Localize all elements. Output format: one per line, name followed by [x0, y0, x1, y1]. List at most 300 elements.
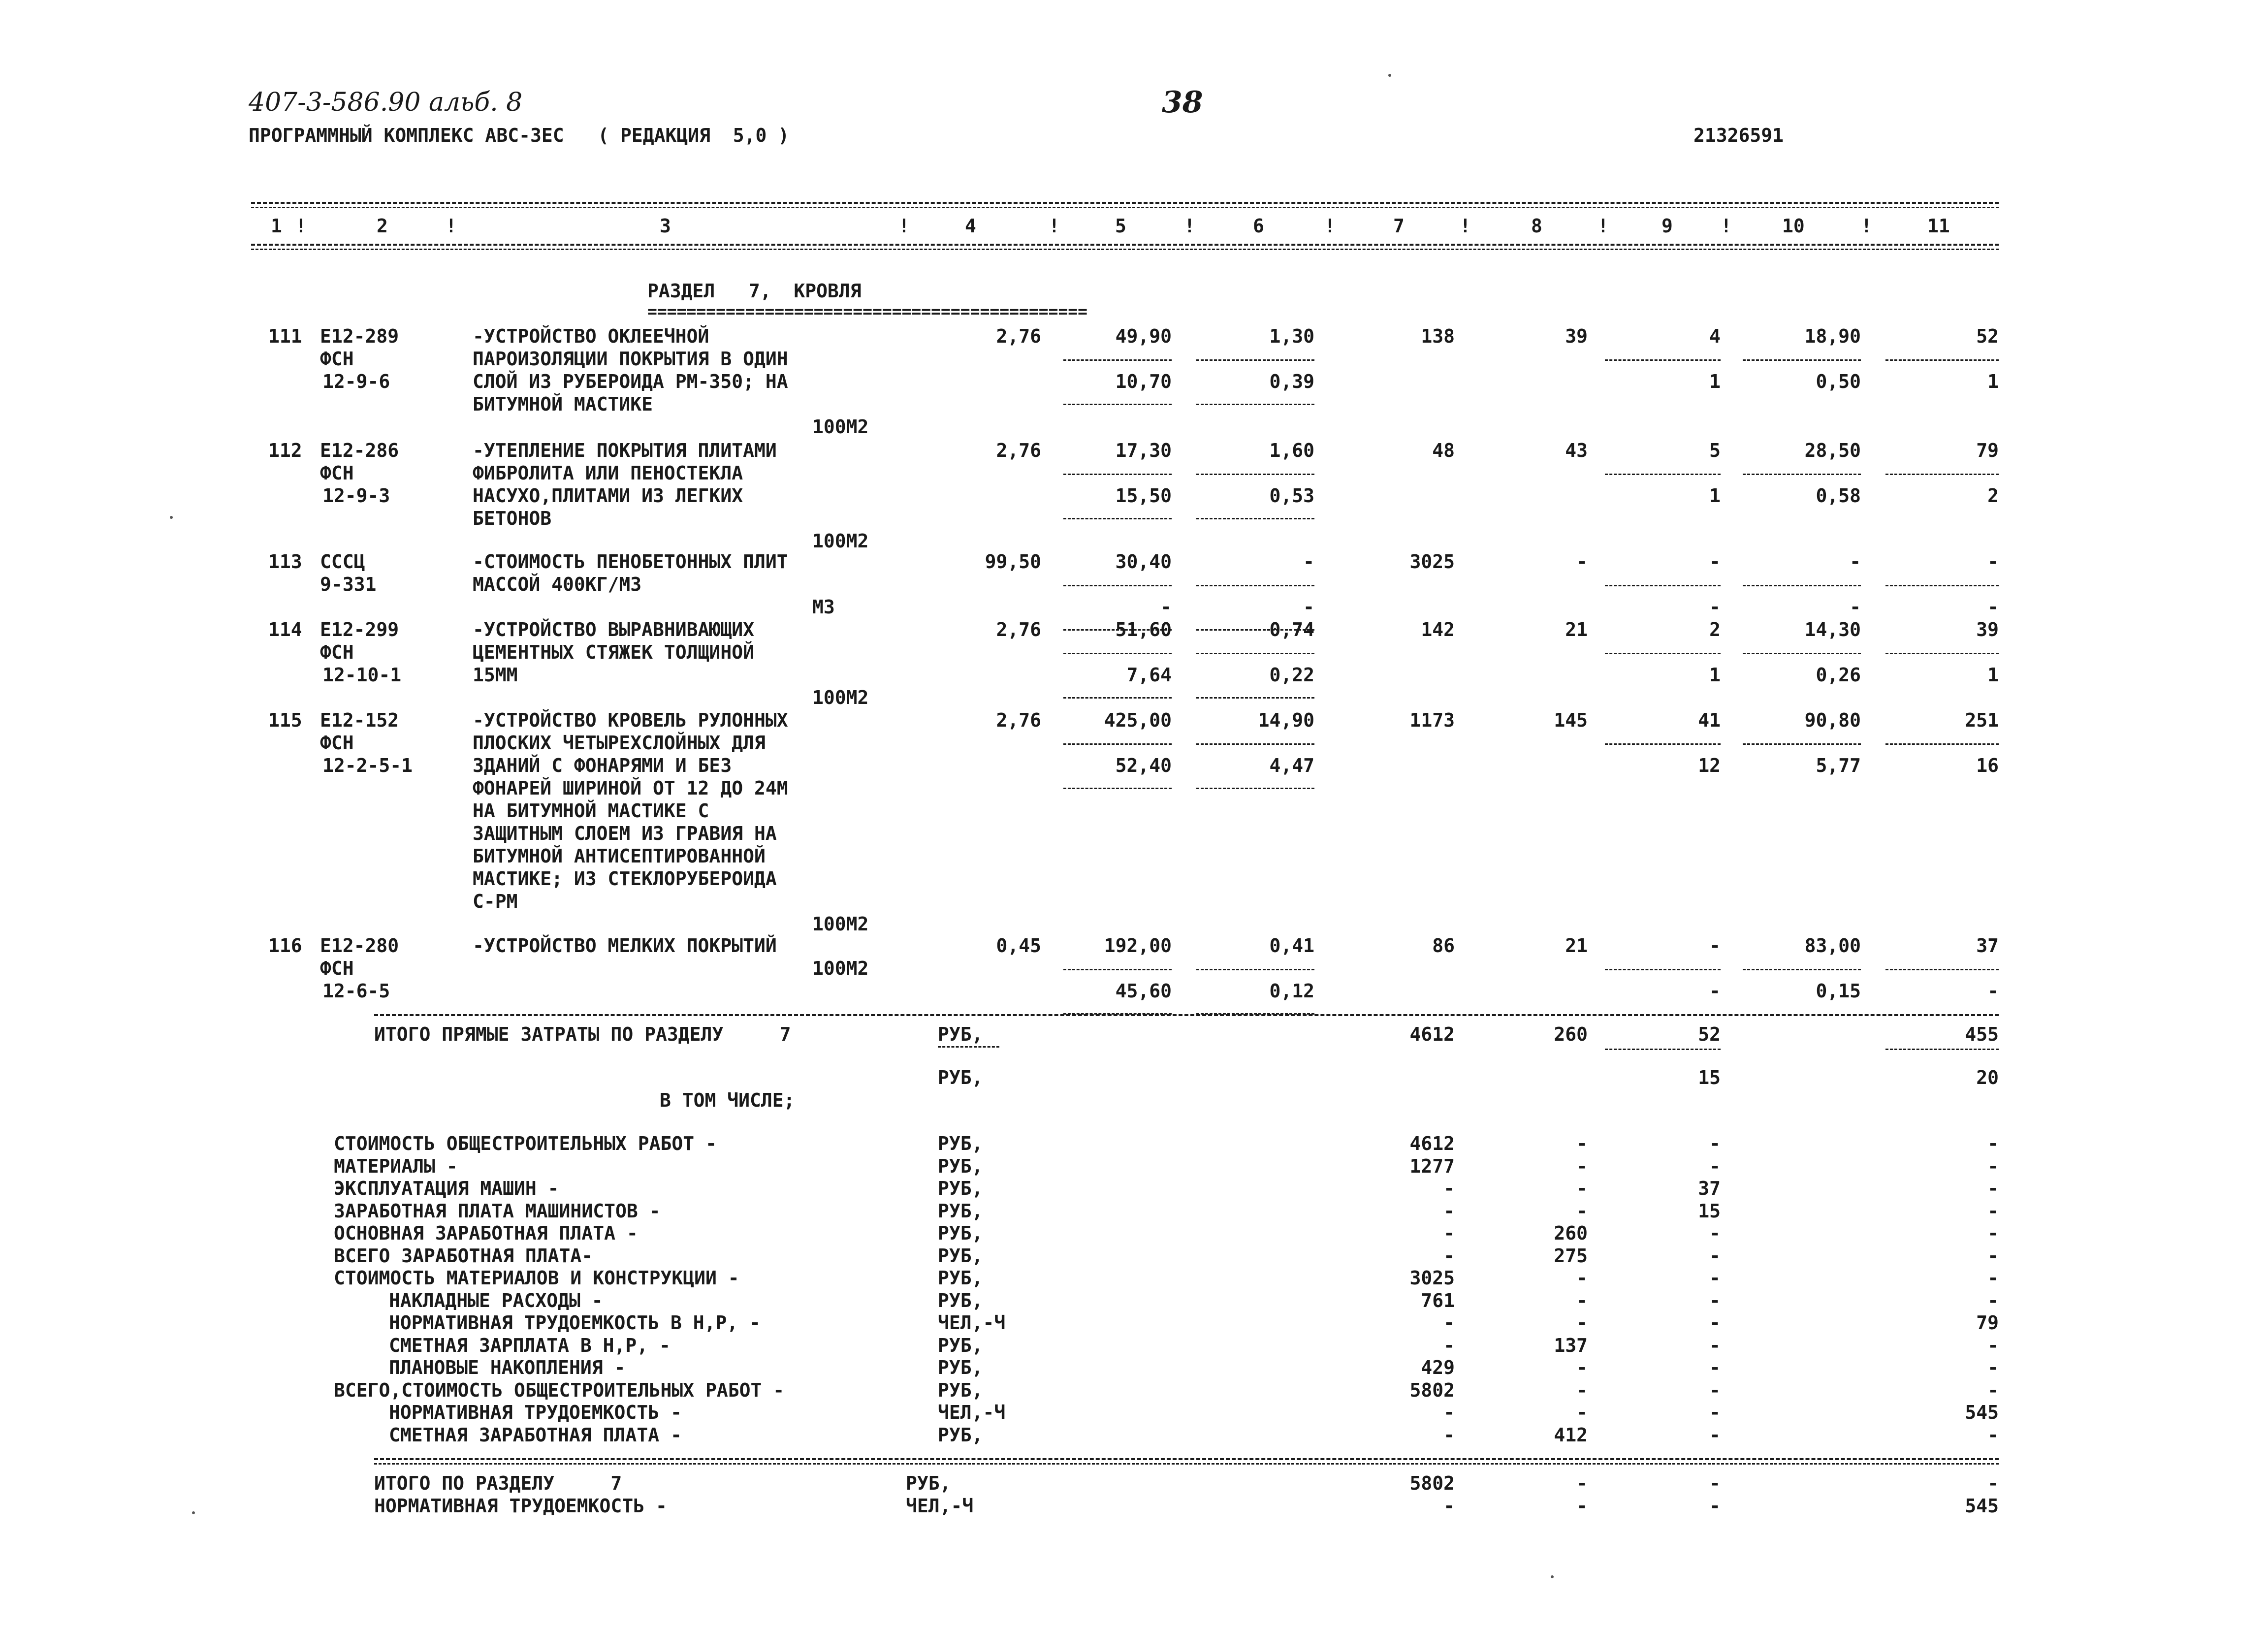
total-direct-unit: РУБ,: [938, 1023, 983, 1045]
cell-divider: [1196, 474, 1314, 475]
scan-speck: [1388, 74, 1391, 77]
summary-line-unit: ЧЕЛ,-Ч: [938, 1402, 1006, 1423]
summary-machine: -: [1709, 1379, 1721, 1401]
summary-cost: 1277: [1409, 1155, 1455, 1177]
unit-wage: 52,40: [1115, 755, 1172, 776]
total-machine-wage: -: [1709, 980, 1721, 1002]
final-machine: -: [1709, 1472, 1721, 1494]
summary-machine: -: [1709, 1357, 1721, 1378]
labour-norm-machinists: 0,58: [1816, 485, 1861, 507]
quantity: 2,76: [996, 709, 1041, 731]
norm-code: 12-9-3: [322, 485, 390, 507]
summary-labour: 79: [1976, 1312, 1999, 1334]
unit-of-measure: М3: [812, 596, 835, 618]
summary-line-label: СТОИМОСТЬ МАТЕРИАЛОВ И КОНСТРУКЦИИ -: [334, 1267, 739, 1289]
cell-divider: [1605, 585, 1721, 586]
summary-labour: -: [1987, 1289, 1999, 1311]
handwritten-album-code: 407-3-586.90 альб. 8: [249, 88, 523, 117]
page-number: 38: [1162, 85, 1203, 120]
summary-wage: -: [1576, 1155, 1588, 1177]
column-header-7: 7: [1393, 215, 1405, 237]
machine-cost: 0,41: [1269, 935, 1314, 957]
summary-labour: -: [1987, 1155, 1999, 1177]
unit-of-measure: 100М2: [812, 913, 869, 935]
summary-line-label: НОРМАТИВНАЯ ТРУДОЕМКОСТЬ -: [389, 1402, 682, 1423]
summary-machine: -: [1709, 1334, 1721, 1356]
cell-divider: [1885, 1049, 1999, 1050]
work-description: ФОНАРЕЙ ШИРИНОЙ ОТ 12 ДО 24М: [473, 777, 788, 799]
summary-cost: 3025: [1409, 1267, 1455, 1289]
summary-wage: -: [1576, 1379, 1588, 1401]
norm-code: 12-6-5: [322, 980, 390, 1002]
column-header-6: 6: [1253, 215, 1264, 237]
total-machine: 2: [1709, 619, 1721, 640]
machine-cost: 1,60: [1269, 440, 1314, 461]
total-direct-costs-label: ИТОГО ПРЯМЫЕ ЗАТРАТЫ ПО РАЗДЕЛУ 7: [374, 1023, 791, 1045]
norm-code: 12-2-5-1: [322, 755, 413, 776]
unit-wage: 7,64: [1126, 664, 1172, 686]
final-cost: -: [1443, 1495, 1455, 1517]
final-machine: -: [1709, 1495, 1721, 1517]
machine-wage: 4,47: [1269, 755, 1314, 776]
summary-labour: -: [1987, 1200, 1999, 1222]
cell-divider: [1063, 969, 1172, 970]
work-description: ЗАЩИТНЫМ СЛОЕМ ИЗ ГРАВИЯ НА: [473, 823, 777, 844]
labour-total-machinists: -: [1987, 596, 1999, 618]
row-number: 112: [268, 440, 302, 461]
cell-divider: [1743, 474, 1861, 475]
machine-wage: 0,53: [1269, 485, 1314, 507]
cell-divider: [1196, 518, 1314, 519]
total-wage: 43: [1565, 440, 1588, 461]
scan-speck: [1551, 1575, 1554, 1578]
unit-wage: 45,60: [1115, 980, 1172, 1002]
summary-machine: -: [1709, 1222, 1721, 1244]
including-label: В ТОМ ЧИСЛЕ;: [660, 1089, 795, 1111]
cell-divider: [1743, 585, 1861, 586]
total-wage: 145: [1554, 709, 1588, 731]
program-title: ПРОГРАММНЫЙ КОМПЛЕКС АВС-ЗЕС ( РЕДАКЦИЯ 5,0 ): [249, 125, 790, 146]
column-separator: !: [1049, 215, 1060, 237]
summary-labour: -: [1987, 1245, 1999, 1267]
work-description: С-РМ: [473, 891, 518, 912]
total-wage: 21: [1565, 935, 1588, 957]
summary-cost: -: [1443, 1402, 1455, 1423]
cell-divider: [1063, 743, 1172, 745]
summary-cost: -: [1443, 1424, 1455, 1446]
row-number: 116: [268, 935, 302, 957]
final-wage: -: [1576, 1472, 1588, 1494]
labour-total: 52: [1976, 325, 1999, 347]
total-machine: 41: [1698, 709, 1721, 731]
cell-divider: [1196, 788, 1314, 789]
norm-code: СССЦ: [320, 551, 365, 573]
final-line-unit: ЧЕЛ,-Ч: [906, 1495, 974, 1517]
summary-wage: 137: [1554, 1334, 1588, 1356]
total-direct-machine: 52: [1698, 1023, 1721, 1045]
labour-norm-machinists: 0,15: [1816, 980, 1861, 1002]
summary-line-unit: РУБ,: [938, 1267, 983, 1289]
document-number: 21326591: [1693, 125, 1784, 146]
summary-labour: -: [1987, 1424, 1999, 1446]
summary-cost: -: [1443, 1222, 1455, 1244]
cell-divider: [1063, 653, 1172, 654]
work-description: НА БИТУМНОЙ МАСТИКЕ С: [473, 800, 709, 822]
machine-cost: -: [1303, 551, 1314, 573]
work-description: МАССОЙ 400КГ/М3: [473, 574, 642, 595]
labour-total-machinists: 2: [1987, 485, 1999, 507]
summary-line-unit: ЧЕЛ,-Ч: [938, 1312, 1006, 1334]
header-rule-top-2: [251, 207, 1999, 208]
summary-line-label: НОРМАТИВНАЯ ТРУДОЕМКОСТЬ В Н,Р, -: [389, 1312, 761, 1334]
norm-code: Е12-289: [320, 325, 399, 347]
summary-labour: -: [1987, 1334, 1999, 1356]
summary-line-label: СМЕТНАЯ ЗАРПЛАТА В Н,Р, -: [389, 1334, 671, 1356]
machine-wage: 0,22: [1269, 664, 1314, 686]
row-number: 114: [268, 619, 302, 640]
cell-divider: [1885, 653, 1999, 654]
summary-line-unit: РУБ,: [938, 1200, 983, 1222]
labour-norm-machinists: 0,26: [1816, 664, 1861, 686]
summary-labour: -: [1987, 1357, 1999, 1378]
summary-line-unit: РУБ,: [938, 1379, 983, 1401]
summary-cost: 429: [1421, 1357, 1455, 1378]
summary-machine: 37: [1698, 1178, 1721, 1199]
labour-norm: 83,00: [1804, 935, 1861, 957]
summary-machine: -: [1709, 1155, 1721, 1177]
labour-norm-machinists: 0,50: [1816, 371, 1861, 392]
summary-labour: -: [1987, 1222, 1999, 1244]
final-line-label: ИТОГО ПО РАЗДЕЛУ 7: [374, 1472, 622, 1494]
summary-wage: 412: [1554, 1424, 1588, 1446]
cell-divider: [1063, 697, 1172, 699]
cell-divider: [1196, 404, 1314, 405]
unit-cost: 30,40: [1115, 551, 1172, 573]
work-description: ЦЕМЕНТНЫХ СТЯЖЕК ТОЛЩИНОЙ: [473, 641, 754, 663]
cell-divider: [1743, 359, 1861, 361]
total-direct-wage: 260: [1554, 1023, 1588, 1045]
work-description: СЛОЙ ИЗ РУБЕРОИДА РМ-350; НА: [473, 371, 788, 392]
row-number: 115: [268, 709, 302, 731]
norm-code: Е12-152: [320, 709, 399, 731]
cell-divider: [1605, 359, 1721, 361]
row-number: 111: [268, 325, 302, 347]
final-labour: 545: [1965, 1495, 1999, 1517]
total-cost: 138: [1421, 325, 1455, 347]
total-cost: 142: [1421, 619, 1455, 640]
column-separator: !: [1861, 215, 1872, 237]
column-separator: !: [446, 215, 457, 237]
column-header-4: 4: [965, 215, 976, 237]
work-description: -УСТРОЙСТВО КРОВЕЛЬ РУЛОННЫХ: [473, 709, 788, 731]
summary-line-unit: РУБ,: [938, 1155, 983, 1177]
work-description: -СТОИМОСТЬ ПЕНОБЕТОННЫХ ПЛИТ: [473, 551, 788, 573]
machine-wage: 0,39: [1269, 371, 1314, 392]
column-header-2: 2: [377, 215, 388, 237]
column-header-1: 1: [271, 215, 282, 237]
unit-of-measure: 100М2: [812, 958, 869, 979]
total-machine: 5: [1709, 440, 1721, 461]
unit-wage: 15,50: [1115, 485, 1172, 507]
cell-divider: [1063, 788, 1172, 789]
summary-line-label: ЗАРАБОТНАЯ ПЛАТА МАШИНИСТОВ -: [334, 1200, 661, 1222]
section-title-underline: =============================================: [647, 302, 1088, 321]
summary-machine: -: [1709, 1424, 1721, 1446]
cell-divider: [1743, 653, 1861, 654]
work-description: 15ММ: [473, 664, 518, 686]
cell-divider: [1196, 969, 1314, 970]
summary-wage: -: [1576, 1289, 1588, 1311]
total-machine: -: [1709, 935, 1721, 957]
summary-line-label: ВСЕГО ЗАРАБОТНАЯ ПЛАТА-: [334, 1245, 593, 1267]
machine-cost: 14,90: [1258, 709, 1314, 731]
summary-line-label: НАКЛАДНЫЕ РАСХОДЫ -: [389, 1289, 603, 1311]
labour-norm-machinists: 5,77: [1816, 755, 1861, 776]
column-separator: !: [1460, 215, 1471, 237]
total-machine-wage: 12: [1698, 755, 1721, 776]
unit-cost: 49,90: [1115, 325, 1172, 347]
total-cost: 3025: [1409, 551, 1455, 573]
cell-divider: [1196, 653, 1314, 654]
summary-wage: 260: [1554, 1222, 1588, 1244]
total-direct-unit-2: РУБ,: [938, 1067, 983, 1088]
cell-divider: [1063, 518, 1172, 519]
totals-rule: [374, 1014, 1999, 1016]
unit-cost: 425,00: [1104, 709, 1172, 731]
cell-divider: [938, 1046, 999, 1048]
cell-divider: [1885, 585, 1999, 586]
summary-labour: -: [1987, 1133, 1999, 1154]
column-header-5: 5: [1115, 215, 1126, 237]
total-cost: 48: [1432, 440, 1455, 461]
summary-line-label: ОСНОВНАЯ ЗАРАБОТНАЯ ПЛАТА -: [334, 1222, 638, 1244]
total-direct-cost: 4612: [1409, 1023, 1455, 1045]
scan-speck: [192, 1511, 195, 1514]
work-description: БИТУМНОЙ АНТИСЕПТИРОВАННОЙ: [473, 845, 766, 867]
summary-wage: -: [1576, 1402, 1588, 1423]
summary-line-label: ВСЕГО,СТОИМОСТЬ ОБЩЕСТРОИТЕЛЬНЫХ РАБОТ -: [334, 1379, 785, 1401]
summary-labour: -: [1987, 1178, 1999, 1199]
work-description: МАСТИКЕ; ИЗ СТЕКЛОРУБЕРОИДА: [473, 868, 777, 890]
total-direct-labour: 455: [1965, 1023, 1999, 1045]
total-machine: -: [1709, 551, 1721, 573]
labour-total: -: [1987, 551, 1999, 573]
cell-divider: [1605, 653, 1721, 654]
summary-wage: -: [1576, 1312, 1588, 1334]
summary-wage: -: [1576, 1178, 1588, 1199]
final-line-unit: РУБ,: [906, 1472, 951, 1494]
norm-code: ФСН: [320, 462, 354, 484]
labour-total-machinists: 1: [1987, 371, 1999, 392]
cell-divider: [1063, 359, 1172, 361]
labour-total: 251: [1965, 709, 1999, 731]
header-rule-bottom-2: [251, 249, 1999, 250]
summary-cost: -: [1443, 1334, 1455, 1356]
labour-total: 79: [1976, 440, 1999, 461]
cell-divider: [1605, 969, 1721, 970]
section-title: РАЗДЕЛ 7, КРОВЛЯ: [647, 280, 862, 302]
summary-line-unit: РУБ,: [938, 1424, 983, 1446]
total-cost: 86: [1432, 935, 1455, 957]
work-description: ЗДАНИЙ С ФОНАРЯМИ И БЕЗ: [473, 755, 732, 776]
summary-cost: -: [1443, 1312, 1455, 1334]
summary-line-unit: РУБ,: [938, 1289, 983, 1311]
norm-code: ФСН: [320, 732, 354, 754]
norm-code: ФСН: [320, 641, 354, 663]
column-header-10: 10: [1782, 215, 1805, 237]
summary-line-unit: РУБ,: [938, 1222, 983, 1244]
final-wage: -: [1576, 1495, 1588, 1517]
norm-code: ФСН: [320, 958, 354, 979]
cell-divider: [1743, 969, 1861, 970]
quantity: 99,50: [985, 551, 1041, 573]
total-machine-wage: 1: [1709, 485, 1721, 507]
work-description: ФИБРОЛИТА ИЛИ ПЕНОСТЕКЛА: [473, 462, 743, 484]
column-separator: !: [1597, 215, 1609, 237]
summary-machine: -: [1709, 1133, 1721, 1154]
summary-labour: 545: [1965, 1402, 1999, 1423]
labour-norm: 14,30: [1804, 619, 1861, 640]
cell-divider: [1885, 359, 1999, 361]
norm-code: ФСН: [320, 348, 354, 370]
machine-wage: -: [1303, 596, 1314, 618]
total-direct-labour-machinists: 20: [1976, 1067, 1999, 1088]
summary-line-label: СМЕТНАЯ ЗАРАБОТНАЯ ПЛАТА -: [389, 1424, 682, 1446]
norm-code: Е12-280: [320, 935, 399, 957]
cell-divider: [1063, 474, 1172, 475]
labour-total-machinists: 16: [1976, 755, 1999, 776]
scan-speck: [170, 516, 173, 519]
unit-wage: 10,70: [1115, 371, 1172, 392]
summary-labour: -: [1987, 1379, 1999, 1401]
norm-code: Е12-299: [320, 619, 399, 640]
summary-cost: -: [1443, 1200, 1455, 1222]
final-rule-2: [374, 1463, 1999, 1465]
total-wage: -: [1576, 551, 1588, 573]
norm-code: 9-331: [320, 574, 377, 595]
summary-wage: -: [1576, 1133, 1588, 1154]
summary-machine: -: [1709, 1312, 1721, 1334]
header-rule-top: [251, 202, 1999, 204]
quantity: 2,76: [996, 440, 1041, 461]
cell-divider: [1063, 404, 1172, 405]
labour-norm: 28,50: [1804, 440, 1861, 461]
labour-total: 37: [1976, 935, 1999, 957]
cell-divider: [1196, 585, 1314, 586]
final-line-label: НОРМАТИВНАЯ ТРУДОЕМКОСТЬ -: [374, 1495, 667, 1517]
labour-norm: 90,80: [1804, 709, 1861, 731]
machine-cost: 0,74: [1269, 619, 1314, 640]
work-description: -УТЕПЛЕНИЕ ПОКРЫТИЯ ПЛИТАМИ: [473, 440, 777, 461]
row-number: 113: [268, 551, 302, 573]
labour-norm: -: [1850, 551, 1861, 573]
work-description: НАСУХО,ПЛИТАМИ ИЗ ЛЕГКИХ: [473, 485, 743, 507]
norm-code: 12-9-6: [322, 371, 390, 392]
column-header-11: 11: [1927, 215, 1950, 237]
quantity: 0,45: [996, 935, 1041, 957]
summary-line-unit: РУБ,: [938, 1357, 983, 1378]
total-machine: 4: [1709, 325, 1721, 347]
summary-cost: 5802: [1409, 1379, 1455, 1401]
cell-divider: [1885, 969, 1999, 970]
work-description: ПАРОИЗОЛЯЦИИ ПОКРЫТИЯ В ОДИН: [473, 348, 788, 370]
summary-line-unit: РУБ,: [938, 1245, 983, 1267]
norm-code: Е12-286: [320, 440, 399, 461]
column-separator: !: [1184, 215, 1195, 237]
summary-cost: -: [1443, 1178, 1455, 1199]
total-wage: 21: [1565, 619, 1588, 640]
cell-divider: [1196, 359, 1314, 361]
column-separator: !: [898, 215, 910, 237]
summary-machine: -: [1709, 1245, 1721, 1267]
final-labour: -: [1987, 1472, 1999, 1494]
work-description: -УСТРОЙСТВО ОКЛЕЕЧНОЙ: [473, 325, 709, 347]
work-description: БИТУМНОЙ МАСТИКЕ: [473, 393, 653, 415]
work-description: -УСТРОЙСТВО ВЫРАВНИВАЮЩИХ: [473, 619, 754, 640]
cell-divider: [1063, 585, 1172, 586]
total-cost: 1173: [1409, 709, 1455, 731]
cell-divider: [1885, 474, 1999, 475]
unit-of-measure: 100М2: [812, 687, 869, 708]
summary-labour: -: [1987, 1267, 1999, 1289]
unit-cost: 51,60: [1115, 619, 1172, 640]
cell-divider: [1605, 1049, 1721, 1050]
summary-line-label: ЭКСПЛУАТАЦИЯ МАШИН -: [334, 1178, 559, 1199]
summary-wage: -: [1576, 1267, 1588, 1289]
unit-of-measure: 100М2: [812, 416, 869, 438]
total-machine-wage: -: [1709, 596, 1721, 618]
norm-code: 12-10-1: [322, 664, 402, 686]
unit-cost: 17,30: [1115, 440, 1172, 461]
work-description: ПЛОСКИХ ЧЕТЫРЕХСЛОЙНЫХ ДЛЯ: [473, 732, 766, 754]
cell-divider: [1743, 743, 1861, 745]
unit-wage: -: [1160, 596, 1172, 618]
total-direct-machine-wage: 15: [1698, 1067, 1721, 1088]
total-wage: 39: [1565, 325, 1588, 347]
header-rule-bottom: [251, 244, 1999, 246]
summary-machine: 15: [1698, 1200, 1721, 1222]
column-header-8: 8: [1531, 215, 1542, 237]
cell-divider: [1605, 474, 1721, 475]
final-cost: 5802: [1409, 1472, 1455, 1494]
summary-wage: -: [1576, 1357, 1588, 1378]
summary-machine: -: [1709, 1267, 1721, 1289]
labour-total-machinists: 1: [1987, 664, 1999, 686]
summary-wage: 275: [1554, 1245, 1588, 1267]
summary-machine: -: [1709, 1289, 1721, 1311]
summary-line-unit: РУБ,: [938, 1133, 983, 1154]
summary-line-label: ПЛАНОВЫЕ НАКОПЛЕНИЯ -: [389, 1357, 626, 1378]
unit-of-measure: 100М2: [812, 530, 869, 552]
cell-divider: [1605, 743, 1721, 745]
summary-cost: 761: [1421, 1289, 1455, 1311]
labour-total-machinists: -: [1987, 980, 1999, 1002]
quantity: 2,76: [996, 325, 1041, 347]
labour-norm-machinists: -: [1850, 596, 1861, 618]
machine-cost: 1,30: [1269, 325, 1314, 347]
summary-line-unit: РУБ,: [938, 1178, 983, 1199]
work-description: -УСТРОЙСТВО МЕЛКИХ ПОКРЫТИЙ: [473, 935, 777, 957]
labour-norm: 18,90: [1804, 325, 1861, 347]
total-machine-wage: 1: [1709, 664, 1721, 686]
labour-total: 39: [1976, 619, 1999, 640]
machine-wage: 0,12: [1269, 980, 1314, 1002]
unit-cost: 192,00: [1104, 935, 1172, 957]
cell-divider: [1196, 697, 1314, 699]
summary-machine: -: [1709, 1402, 1721, 1423]
cell-divider: [1885, 743, 1999, 745]
summary-line-unit: РУБ,: [938, 1334, 983, 1356]
